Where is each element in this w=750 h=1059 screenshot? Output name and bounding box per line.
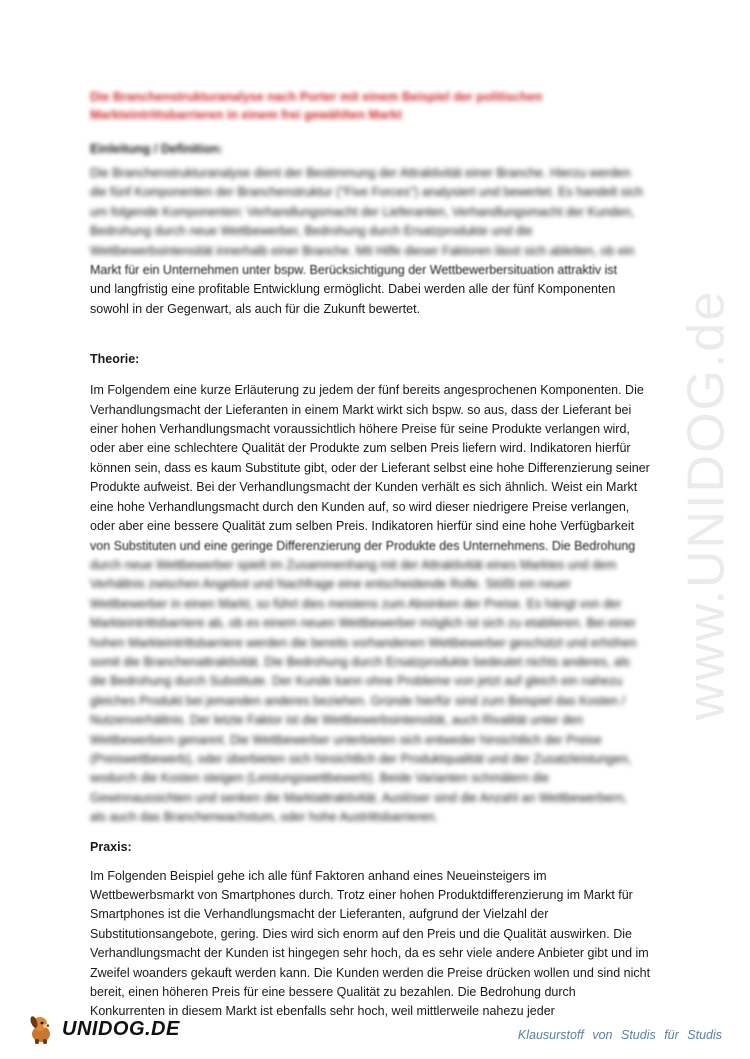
text-line: (Preiswettbewerb), oder überbieten sich hinsichtlich der Produktqualität und der Zusatzleistungen, <box>90 751 632 766</box>
text-line: die Bedrohung durch Substitute. Der Kunde kann ohne Probleme von jetzt auf gleich ein nahezu <box>90 674 623 689</box>
text-line: und langfristig eine profitable Entwicklung ermöglicht. Dabei werden alle der fünf Komponenten <box>90 282 616 297</box>
document-title <box>90 88 660 124</box>
text-line: Die Branchenstrukturanalyse dient der Bestimmung der Attraktivität einer Branche. Hierzu werden <box>90 166 631 180</box>
text-line: Bedrohung durch neue Wettbewerber, Bedrohung durch Ersatzprodukte und die <box>90 224 533 239</box>
text-line: Im Folgenden Beispiel gehe ich alle fünf Faktoren anhand eines Neueinsteigers im <box>90 868 547 883</box>
text-line: Produkte aufweist. Bei der Verhandlungsmacht der Kunden verhält es sich ähnlich. Weist ein Markt <box>90 480 638 495</box>
intro-blurred-block <box>90 164 660 261</box>
text-line: Zweifel woanders gekauft werden kann. Die Kunden werden die Preise drücken wollen und sind nicht <box>90 965 651 980</box>
theory-heading: Theorie: <box>90 352 140 367</box>
intro-paragraph <box>90 164 660 319</box>
text-line: Konkurrenten in diesem Markt ist ebenfalls sehr hoch, weil mittlerweile nahezu jeder <box>90 1004 555 1019</box>
watermark-text: www.UNIDOG.de <box>677 289 735 721</box>
dog-icon <box>26 1012 60 1046</box>
text-line: wodurch die Kosten steigen (Leistungswettbewerb). Beide Varianten schmälern die <box>90 771 550 786</box>
title-line: Die Branchenstrukturanalyse nach Porter mit einem Beispiel der politischen <box>90 90 543 104</box>
practice-heading: Praxis: <box>90 839 132 854</box>
unidog-logo[interactable] <box>26 1012 180 1046</box>
document-body <box>90 88 660 1022</box>
logo-text: UNIDOG.DE <box>62 1017 180 1040</box>
text-line-partial: Markt für ein Unternehmen unter bspw. Berücksichtigung der Wettbewerbersituation attraktiv ist <box>90 263 618 278</box>
text-line: Substitutionsangebote, gering. Dies wird sich enorm auf den Preis und die Qualität auswirken. Die <box>90 926 632 941</box>
text-line: eine hohe Verhandlungsmacht durch den Kunden auf, so wird dieser niedrigere Preise verlangen, <box>90 499 630 514</box>
text-line: Gewinnaussichten und senken die Marktattraktivität. Auslöser sind die Anzahl an Wettbewerbern, <box>90 790 627 805</box>
title-line: Markteintrittsbarrieren in einem frei gewählten Markt <box>90 108 402 122</box>
text-line: Verhältnis zwischen Angebot und Nachfrage eine entscheidende Rolle. Stößt ein neuer <box>90 577 571 592</box>
text-line: einer hohen Verhandlungsmacht voraussichtlich höhere Preise für seine Produkte verlangen wird, <box>90 422 630 437</box>
text-line: Markteintrittsbarriere ab, ob es einem neuen Wettbewerber möglich ist sich zu etablieren. Bei einer <box>90 616 636 631</box>
text-line: um folgende Komponenten: Verhandlungsmacht der Lieferanten, Verhandlungsmacht der Kunden, <box>90 204 635 219</box>
text-line: Im Folgendem eine kurze Erläuterung zu jedem der fünf bereits angesprochenen Komponenten. Die <box>90 383 644 398</box>
text-line: die fünf Komponenten der Branchenstruktur ("Five Forces") analysiert und bewertet. Es handelt sich <box>90 185 643 200</box>
practice-paragraph <box>90 867 660 1022</box>
text-line: durch neue Wettbewerber spielt im Zusammenhang mit der Attraktivität eines Marktes und dem <box>90 557 617 572</box>
footer-slogan: Klausurstoff von Studis für Studis <box>517 1028 722 1042</box>
text-line: Verhandlungsmacht der Lieferanten in einem Markt wirkt sich bspw. so aus, dass der Lieferant bei <box>90 402 632 417</box>
text-line-partial: von Substituten und eine geringe Differenzierung der Produkte des Unternehmens. Die Bedrohung <box>90 538 636 553</box>
intro-heading: Einleitung / Definition: <box>90 142 223 156</box>
theory-blurred-block <box>90 556 660 828</box>
text-line: oder aber eine bessere Qualität zum selben Preis. Indikatoren hierfür sind eine hohe Verfügbarkeit <box>90 519 635 534</box>
text-line: bereit, einen höheren Preis für eine bessere Qualität zu bezahlen. Die Bedrohung durch <box>90 985 576 1000</box>
text-line: als auch das Branchenwachstum, oder hohe Austrittsbarrieren. <box>90 810 439 825</box>
text-line: gleiches Produkt bei jemanden anderes beziehen. Gründe hierfür sind zum Beispiel das Kosten / <box>90 693 626 708</box>
text-line: oder aber eine schlechtere Qualität der Produkte zum selben Preis liefern wird. Indikatoren hierfür <box>90 441 631 456</box>
text-line: Verhandlungsmacht der Kunden ist hingegen sehr hoch, da es sehr viele andere Anbieter gibt und im <box>90 946 649 961</box>
theory-paragraph <box>90 381 660 827</box>
text-line: Nutzenverhältnis. Der letzte Faktor ist die Wettbewerbsintensität, auch Rivalität unter den <box>90 713 584 728</box>
text-line: Wettbewerbern genannt. Die Wettbewerber unterbieten sich entweder hinsichtlich der Preise <box>90 732 602 747</box>
text-line: Smartphones ist die Verhandlungsmacht der Lieferanten, aufgrund der Vielzahl der <box>90 907 549 922</box>
text-line: sowohl in der Gegenwart, als auch für die Zukunft bewertet. <box>90 301 421 316</box>
text-line: Wettbewerbsintensität innerhalb einer Branche. Mit Hilfe dieser Faktoren lässt sich ableiten, ob ein <box>90 243 635 258</box>
text-line: Wettbewerber in einen Markt, so führt dies meistens zum Absinken der Preise. Es hängt von der <box>90 596 622 611</box>
text-line: somit die Branchenattraktivität. Die Bedrohung durch Ersatzprodukte bedeutet nichts anderes, als <box>90 654 630 669</box>
text-line: können sein, dass es kaum Substitute gibt, oder der Lieferant selbst eine hohe Differenzierung seiner <box>90 460 650 475</box>
text-line: hohen Markteintrittsbarriere werden die bereits vorhandenen Wettbewerber geschützt und erhöhen <box>90 635 637 650</box>
text-line: Wettbewerbsmarkt von Smartphones durch. Trotz einer hohen Produktdifferenzierung im Markt für <box>90 888 633 902</box>
